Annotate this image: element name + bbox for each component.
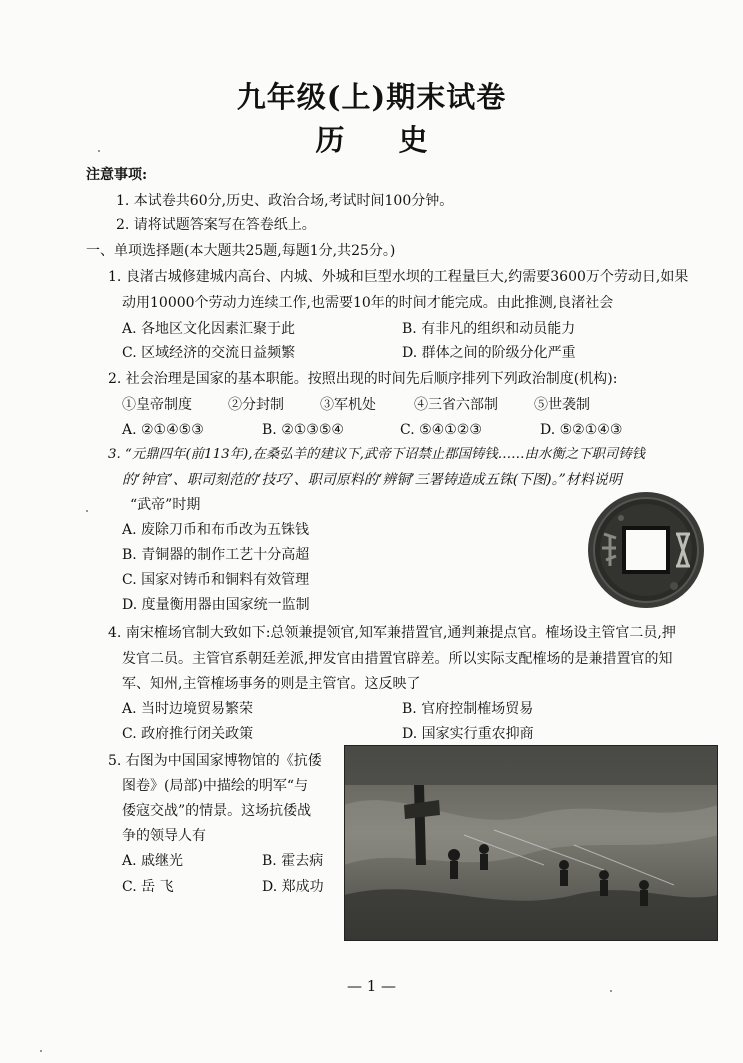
q1-option-d: D. 群体之间的阶级分化严重 bbox=[402, 345, 576, 361]
q5-option-c: C. 岳 飞 bbox=[122, 879, 174, 895]
notes-heading: 注意事项: bbox=[86, 167, 148, 183]
page-number: — 1 — bbox=[346, 977, 397, 995]
wuzhu-coin-image bbox=[586, 490, 706, 610]
q5-option-b: B. 霍去病 bbox=[262, 853, 324, 869]
q3-stem-line1: 3. “元鼎四年(前113年),在桑弘羊的建议下,武帝下诏禁止郡国铸钱……由水衡之下职司铸钱 bbox=[108, 447, 646, 462]
scan-speck bbox=[40, 1050, 42, 1052]
q2-stem: 2. 社会治理是国家的基本职能。按照出现的时间先后顺序排列下列政治制度(机构): bbox=[108, 371, 618, 387]
subject-title: 历 史 bbox=[315, 123, 450, 157]
q2-option-a: A. ②①④⑤③ bbox=[122, 422, 204, 438]
q2-item-4: ④三省六部制 bbox=[414, 397, 498, 413]
scan-speck bbox=[86, 510, 88, 512]
q5-option-a: A. 戚继光 bbox=[122, 853, 184, 869]
scan-speck bbox=[98, 150, 100, 152]
q5-stem-line2: 图卷》(局部)中描绘的明军“与 bbox=[122, 778, 309, 794]
q2-option-d: D. ⑤②①④③ bbox=[540, 422, 623, 438]
q1-option-c: C. 区域经济的交流日益频繁 bbox=[122, 345, 296, 361]
scan-speck bbox=[610, 990, 612, 992]
q5-stem-line4: 争的领导人有 bbox=[122, 828, 206, 844]
q3-option-d: D. 度量衡用器由国家统一监制 bbox=[122, 597, 310, 613]
q5-stem-line1: 5. 右图为中国国家博物馆的《抗倭 bbox=[108, 753, 322, 769]
q1-stem-line1: 1. 良渚古城修建城内高台、内城、外城和巨型水坝的工程量巨大,约需要3600万个劳动日,如果 bbox=[108, 269, 689, 285]
q1-stem-line2: 动用10000个劳动力连续工作,也需要10年的时间才能完成。由此推测,良渚社会 bbox=[122, 295, 614, 311]
q1-option-b: B. 有非凡的组织和动员能力 bbox=[402, 321, 576, 337]
q3-option-c: C. 国家对铸币和铜料有效管理 bbox=[122, 572, 310, 588]
q2-item-2: ②分封制 bbox=[228, 397, 284, 413]
q2-item-5: ⑤世袭制 bbox=[534, 397, 590, 413]
q4-option-b: B. 官府控制榷场贸易 bbox=[402, 701, 534, 717]
q2-option-c: C. ⑤④①②③ bbox=[400, 422, 482, 438]
q2-option-b: B. ②①③⑤④ bbox=[262, 422, 344, 438]
q2-item-3: ③军机处 bbox=[320, 397, 376, 413]
q4-stem-line2: 发官二员。主管官系朝廷差派,押发官由措置官辟差。所以实际支配榷场的是兼措置官的知 bbox=[122, 651, 673, 667]
q4-stem-line3: 军、知州,主管榷场事务的则是主管官。这反映了 bbox=[122, 676, 421, 692]
q3-option-a: A. 废除刀币和布币改为五铢钱 bbox=[122, 522, 310, 538]
q4-stem-line1: 4. 南宋榷场官制大致如下:总领兼提领官,知军兼措置官,通判兼提点官。榷场设主管官二员,押 bbox=[108, 625, 676, 641]
note-item-2: 2. 请将试题答案写在答卷纸上。 bbox=[116, 217, 316, 233]
exam-title: 九年级(上)期末试卷 bbox=[236, 80, 507, 114]
anti-wokou-scroll-image bbox=[344, 745, 718, 941]
q3-stem-line3: “武帝”时期 bbox=[130, 497, 201, 513]
q4-option-c: C. 政府推行闭关政策 bbox=[122, 726, 254, 742]
q4-option-a: A. 当时边境贸易繁荣 bbox=[122, 701, 254, 717]
q4-option-d: D. 国家实行重农抑商 bbox=[402, 726, 534, 742]
note-item-1: 1. 本试卷共60分,历史、政治合场,考试时间100分钟。 bbox=[116, 193, 454, 209]
section-heading: 一、单项选择题(本大题共25题,每题1分,共25分。) bbox=[86, 243, 396, 259]
q2-item-1: ①皇帝制度 bbox=[122, 397, 192, 413]
q1-option-a: A. 各地区文化因素汇聚于此 bbox=[122, 321, 296, 337]
q3-stem-line2: 的‘钟官’、职司刻范的‘技巧’、职司原料的‘辨铜’三署铸造成五铢(下图)。”材料说明 bbox=[122, 472, 622, 488]
q5-option-d: D. 郑成功 bbox=[262, 879, 324, 895]
q5-stem-line3: 倭寇交战”的情景。这场抗倭战 bbox=[122, 803, 312, 819]
q3-option-b: B. 青铜器的制作工艺十分高超 bbox=[122, 547, 310, 563]
